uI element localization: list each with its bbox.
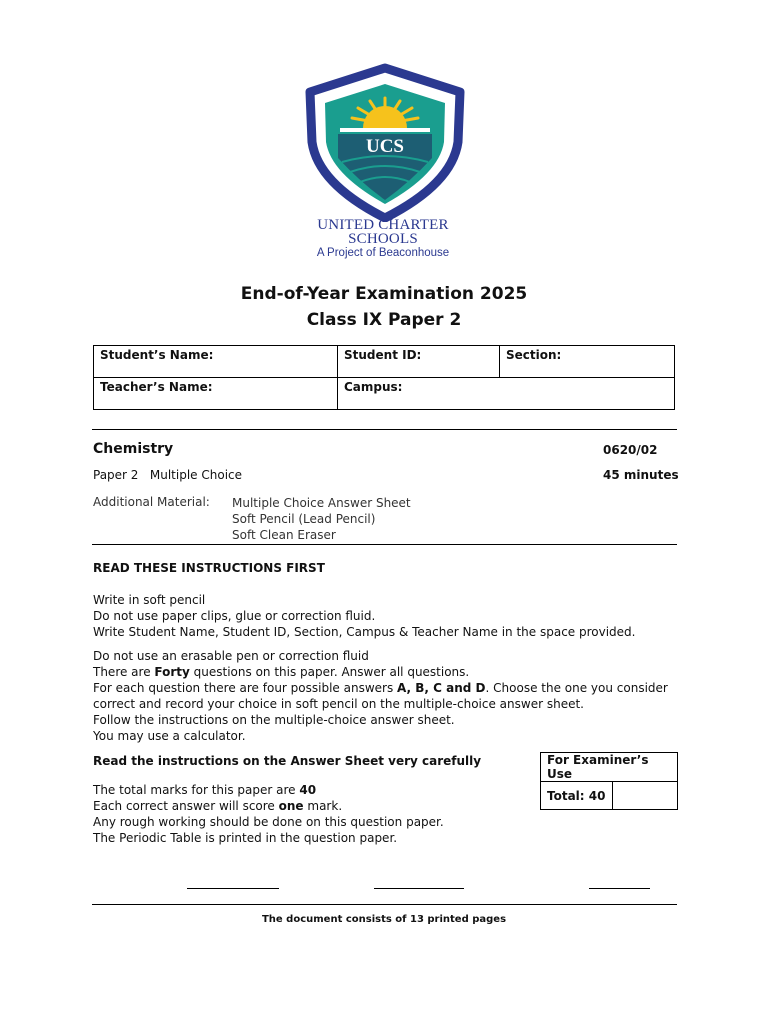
school-name bbox=[300, 218, 466, 246]
instruction-line: Do not use paper clips, glue or correction fluid. bbox=[93, 609, 376, 623]
instructions-heading: READ THESE INSTRUCTIONS FIRST bbox=[93, 561, 325, 575]
campus-field[interactable]: Campus: bbox=[338, 378, 675, 410]
instruction-line: There are Forty questions on this paper. Answer all questions. bbox=[93, 665, 470, 679]
examiner-box bbox=[540, 752, 678, 810]
blank-line bbox=[187, 888, 279, 889]
school-name-line2: SCHOOLS bbox=[348, 231, 418, 247]
blank-line bbox=[374, 888, 464, 889]
instruction-line: Write Student Name, Student ID, Section, Campus & Teacher Name in the space provided. bbox=[93, 625, 636, 639]
material-item: Soft Clean Eraser bbox=[232, 528, 336, 542]
page-count-note: The document consists of 13 printed pages bbox=[261, 914, 507, 925]
instructions-group-3 bbox=[93, 782, 444, 846]
examiner-label: For Examiner’s Use bbox=[541, 753, 678, 782]
instruction-line: The total marks for this paper are 40 bbox=[93, 783, 317, 797]
student-info-table bbox=[93, 345, 675, 410]
shield-emblem bbox=[300, 62, 470, 222]
instruction-line: Any rough working should be done on this question paper. bbox=[93, 815, 444, 829]
instruction-line: Follow the instructions on the multiple-choice answer sheet. bbox=[93, 713, 455, 727]
school-tagline: A Project of Beaconhouse bbox=[316, 247, 450, 259]
instruction-line: The Periodic Table is printed in the question paper. bbox=[93, 831, 398, 845]
paper-line bbox=[93, 468, 242, 482]
materials-list bbox=[232, 495, 411, 543]
material-item: Multiple Choice Answer Sheet bbox=[232, 496, 411, 510]
instruction-line: For each question there are four possible answers A, B, C and D. Choose the one you consider bbox=[93, 681, 668, 695]
paper-label: Paper 2 bbox=[93, 468, 139, 482]
instructions-group-2 bbox=[93, 648, 668, 744]
instruction-line: Write in soft pencil bbox=[93, 593, 206, 607]
subject: Chemistry bbox=[93, 441, 174, 457]
divider-bottom bbox=[92, 904, 677, 905]
logo-badge-text: UCS bbox=[365, 136, 405, 157]
instructions-group-1 bbox=[93, 592, 636, 640]
blank-line bbox=[589, 888, 650, 889]
exam-subtitle: Class IX Paper 2 bbox=[306, 310, 462, 330]
divider-middle bbox=[92, 544, 677, 545]
additional-material-label: Additional Material: bbox=[93, 495, 210, 509]
section-field[interactable]: Section: bbox=[500, 346, 675, 378]
paper-type: Multiple Choice bbox=[149, 468, 243, 482]
instruction-line: You may use a calculator. bbox=[93, 729, 246, 743]
exam-title: End-of-Year Examination 2025 bbox=[240, 284, 528, 304]
divider-top bbox=[92, 429, 677, 430]
instruction-line: Do not use an erasable pen or correction fluid bbox=[93, 649, 369, 663]
answer-sheet-note: Read the instructions on the Answer Sheet very carefully bbox=[93, 754, 482, 768]
teacher-name-field[interactable]: Teacher’s Name: bbox=[94, 378, 338, 410]
material-item: Soft Pencil (Lead Pencil) bbox=[232, 512, 376, 526]
examiner-total-score[interactable] bbox=[613, 782, 678, 810]
instruction-line: correct and record your choice in soft pencil on the multiple-choice answer sheet. bbox=[93, 697, 584, 711]
school-name-line1: UNITED CHARTER bbox=[317, 217, 449, 233]
paper-code: 0620/02 bbox=[603, 443, 658, 457]
student-name-field[interactable]: Student’s Name: bbox=[94, 346, 338, 378]
instruction-line: Each correct answer will score one mark. bbox=[93, 799, 343, 813]
duration: 45 minutes bbox=[603, 468, 679, 482]
examiner-total-label: Total: 40 bbox=[541, 782, 613, 810]
student-id-field[interactable]: Student ID: bbox=[338, 346, 500, 378]
